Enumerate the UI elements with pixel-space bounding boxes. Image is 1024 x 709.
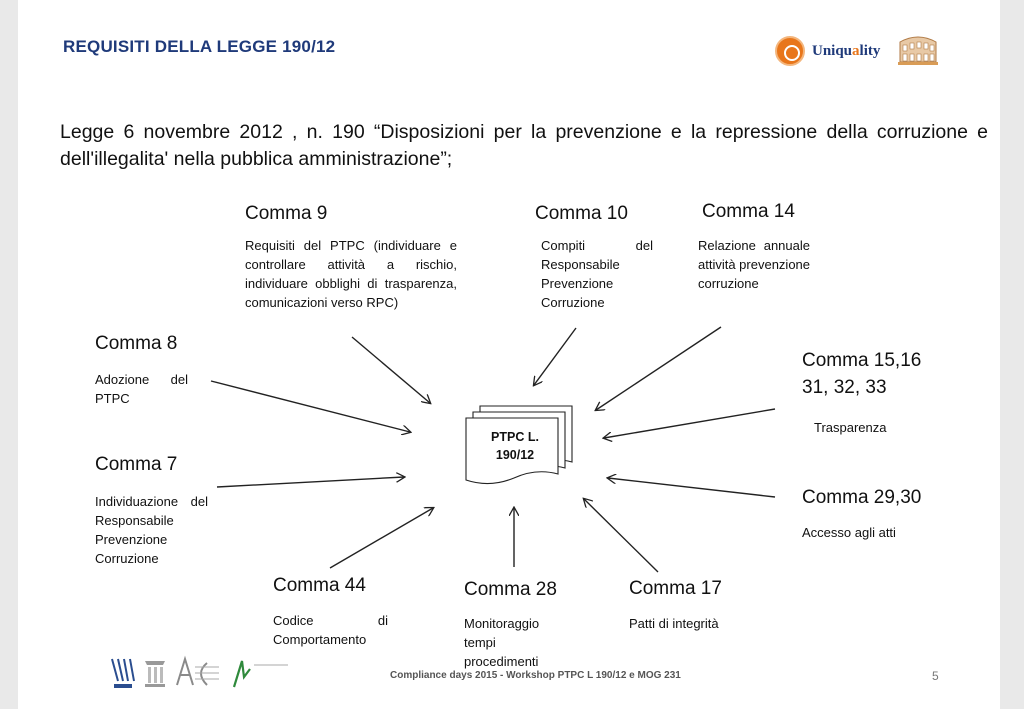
slide <box>18 0 1000 709</box>
page-number: 5 <box>932 669 939 683</box>
sponsor-logo-1-icon <box>110 655 136 691</box>
sponsor-logo-2-icon <box>142 655 168 691</box>
ptpc-label <box>480 428 550 464</box>
uniquality-brand: Uniquality <box>812 43 881 59</box>
law-intro-text: Legge 6 novembre 2012 , n. 190 “Disposizioni per la prevenzione e la repressione della corruzione e dell'illegalita' nella pubblica amministrazione”; <box>60 121 988 170</box>
comma-15-title-line2: 31, 32, 33 <box>802 377 887 398</box>
ptpc-label-line2: 190/12 <box>495 448 535 462</box>
comma-28-title: Comma 28 <box>464 579 557 600</box>
arrow-comma-8 <box>211 381 410 432</box>
ptpc-label-line1: PTPC L. <box>491 430 539 444</box>
arrow-comma-17 <box>584 499 658 572</box>
comma-14-text: Relazione annuale attività prevenzione corruzione <box>698 238 811 291</box>
comma-15-title-line1: Comma 15,16 <box>802 350 922 371</box>
comma-14-title: Comma 14 <box>702 201 795 222</box>
arrow-comma-15 <box>604 409 775 438</box>
comma-9-text: Requisiti del PTPC (individuare e controllare attività a rischio, individuare obblighi di trasparenza, comunicazioni verso RPC) <box>245 238 457 310</box>
arrow-comma-9 <box>352 337 430 403</box>
comma-29-title: Comma 29,30 <box>802 487 922 508</box>
sponsor-logo-4-icon <box>228 655 292 691</box>
arrow-comma-44 <box>330 508 433 568</box>
comma-8-text: Adozione del PTPC <box>95 372 188 406</box>
slide-title: REQUISITI DELLA LEGGE 190/12 <box>63 37 336 56</box>
comma-17-text: Patti di integrità <box>629 616 719 631</box>
arrow-comma-14 <box>596 327 721 410</box>
comma-10-text: Compiti del Responsabile Prevenzione Corruzione <box>541 238 653 310</box>
comma-44-text: Codice di Comportamento <box>273 613 388 647</box>
comma-8-title: Comma 8 <box>95 333 178 354</box>
footer-event-text: Compliance days 2015 - Workshop PTPC L 190/12 e MOG 231 <box>390 670 681 681</box>
arrow-comma-29 <box>608 478 775 497</box>
comma-7-text: Individuazione del Responsabile Prevenzione Corruzione <box>95 494 208 566</box>
comma-15-text: Trasparenza <box>814 420 887 435</box>
arrow-comma-7 <box>217 477 404 487</box>
comma-44-title: Comma 44 <box>273 575 366 596</box>
comma-10-title: Comma 10 <box>535 203 628 224</box>
comma-29-text: Accesso agli atti <box>802 525 896 540</box>
comma-9-title: Comma 9 <box>245 203 328 224</box>
comma-28-text: Monitoraggio tempi procedimenti <box>464 616 540 669</box>
comma-17-title: Comma 17 <box>629 578 722 599</box>
comma-7-title: Comma 7 <box>95 454 178 475</box>
arrow-comma-10 <box>534 328 576 385</box>
sponsor-logo-3-icon <box>173 655 223 691</box>
